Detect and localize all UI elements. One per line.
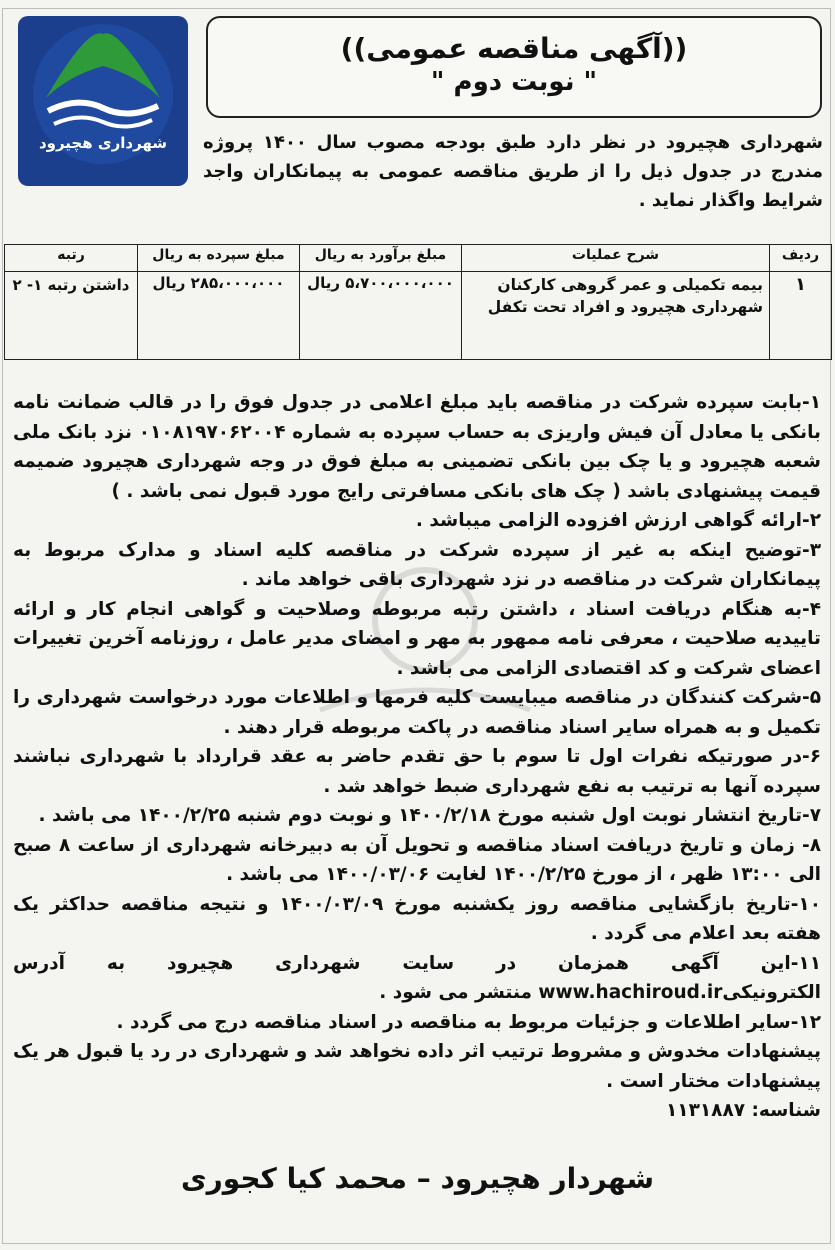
notice-round: " نوبت دوم " <box>430 67 598 97</box>
clause-6: ۶-در صورتیکه نفرات اول تا سوم با حق تقدم حاضر به عقد قرارداد با شهرداری نباشند سپرده آنها به ترتیب به نفع شهرداری ضبط خواهد شد . <box>13 746 821 797</box>
logo-text: شهرداری هچیرود <box>38 134 168 152</box>
website-link[interactable]: www.hachiroud.ir <box>538 982 723 1003</box>
cell-deposit: ۲۸۵،۰۰۰،۰۰۰ ریال <box>138 272 300 360</box>
signature-line: شهردار هچیرود – محمد کیا کجوری <box>181 1162 654 1195</box>
clause-11 <box>13 949 821 1008</box>
cell-estimate: ۵،۷۰۰،۰۰۰،۰۰۰ ریال <box>300 272 462 360</box>
header-description: شرح عملیات <box>462 245 770 272</box>
clause-7: ۷-تاریخ انتشار نوبت اول شنبه مورخ ۱۴۰۰/۲/۱۸ و نوبت دوم شنبه ۱۴۰۰/۲/۲۵ می باشد . <box>38 805 821 826</box>
clause-4: ۴-به هنگام دریافت اسناد ، داشتن رتبه مربوطه وصلاحیت و گواهی انجام کار و ارائه تاییدیه صلاحیت ، معرفی نامه ممهور به مهر و امضای مدیر عامل ، روزنامه آخرین تغییرات اعضای شرکت و کد اقتصادی الزامی می باشد . <box>13 598 821 679</box>
municipality-logo <box>18 16 188 186</box>
cell-row-number: ۱ <box>770 272 832 360</box>
header-deposit: مبلغ سپرده به ریال <box>138 245 300 272</box>
notice-id: شناسه: ۱۱۳۱۸۸۷ <box>666 1100 821 1121</box>
clause-5: ۵-شرکت کنندگان در مناقصه میبایست کلیه فرمها و اطلاعات مورد درخواست شهرداری را تکمیل و به همراه سایر اسناد مناقصه در پاکت مربوطه قرار دهند . <box>13 687 821 738</box>
header-row-number: ردیف <box>770 245 832 272</box>
clause-8: ۸- زمان و تاریخ دریافت اسناد مناقصه و تحویل آن به دبیرخانه شهرداری از ساعت ۸ صبح الی ۱۳:۰۰ ظهر ، از مورخ ۱۴۰۰/۲/۲۵ لغایت ۱۴۰۰/۰۳/۰۶ می باشد . <box>13 834 822 885</box>
clause-12: ۱۲-سایر اطلاعات و جزئیات مربوط به مناقصه در اسناد مناقصه درج می گردد . <box>116 1011 821 1033</box>
clause-10: ۱۰-تاریخ بازگشایی مناقصه روز یکشنبه مورخ ۱۴۰۰/۰۳/۰۹ و نتیجه مناقصه حداکثر یک هفته بعد اعلام می گردد . <box>13 893 821 944</box>
tender-table <box>4 244 832 360</box>
clause-11-text: ۱۱-این آگهی همزمان در سایت شهرداری هچیرود به آدرس الکترونیکی <box>13 952 821 1003</box>
clauses-list <box>13 388 821 1126</box>
table-header-row <box>5 245 832 272</box>
clause-11-tail: منتشر می شود . <box>379 982 532 1003</box>
clause-2: ۲-ارائه گواهی ارزش افزوده الزامی میباشد . <box>415 510 821 531</box>
clause-proposals: پیشنهادات مخدوش و مشروط ترتیب اثر داده نخواهد شد و شهرداری در رد یا قبول هر یک پیشنهادات مختار است . <box>13 1041 821 1092</box>
header-estimate: مبلغ برآورد به ریال <box>300 245 462 272</box>
clause-1: ۱-بابت سپرده شرکت در مناقصه باید مبلغ اعلامی در جدول فوق را در قالب ضمانت نامه بانکی یا معادل آن فیش واریزی به حساب سپرده به شماره ۰۱۰۸۱۹۷۰۶۲۰۰۴ نزد بانک ملی شعبه هچیرود و یا چک بین بانکی تضمینی به مبلغ فوق در وجه شهرداری هچیرود ضمیمه قیمت پیشنهادی باشد ( چک های بانکی مسافرتی رایج مورد قبول نمی باشد . ) <box>13 392 821 502</box>
table-row <box>5 272 832 360</box>
notice-title: ((آگهی مناقصه عمومی)) <box>340 32 688 65</box>
logo-emblem-icon <box>18 16 188 186</box>
cell-description: بیمه تکمیلی و عمر گروهی کارکنان شهرداری هچیرود و افراد تحت تکفل <box>462 272 770 360</box>
header-grade: رتبه <box>5 245 138 272</box>
title-box <box>206 16 822 118</box>
cell-grade: داشتن رتبه ۱- ۲ <box>5 272 138 360</box>
clause-3: ۳-توضیح اینکه به غیر از سپرده شرکت در مناقصه کلیه اسناد و مدارک مربوط به پیمانکاران شرکت در مناقصه در نزد شهرداری باقی خواهد ماند . <box>13 539 821 590</box>
intro-paragraph: شهرداری هچیرود در نظر دارد طبق بودجه مصوب سال ۱۴۰۰ پروژه مندرج در جدول ذیل را از طریق مناقصه عمومی به پیمانکاران واجد شرایط واگذار نماید . <box>203 132 823 211</box>
